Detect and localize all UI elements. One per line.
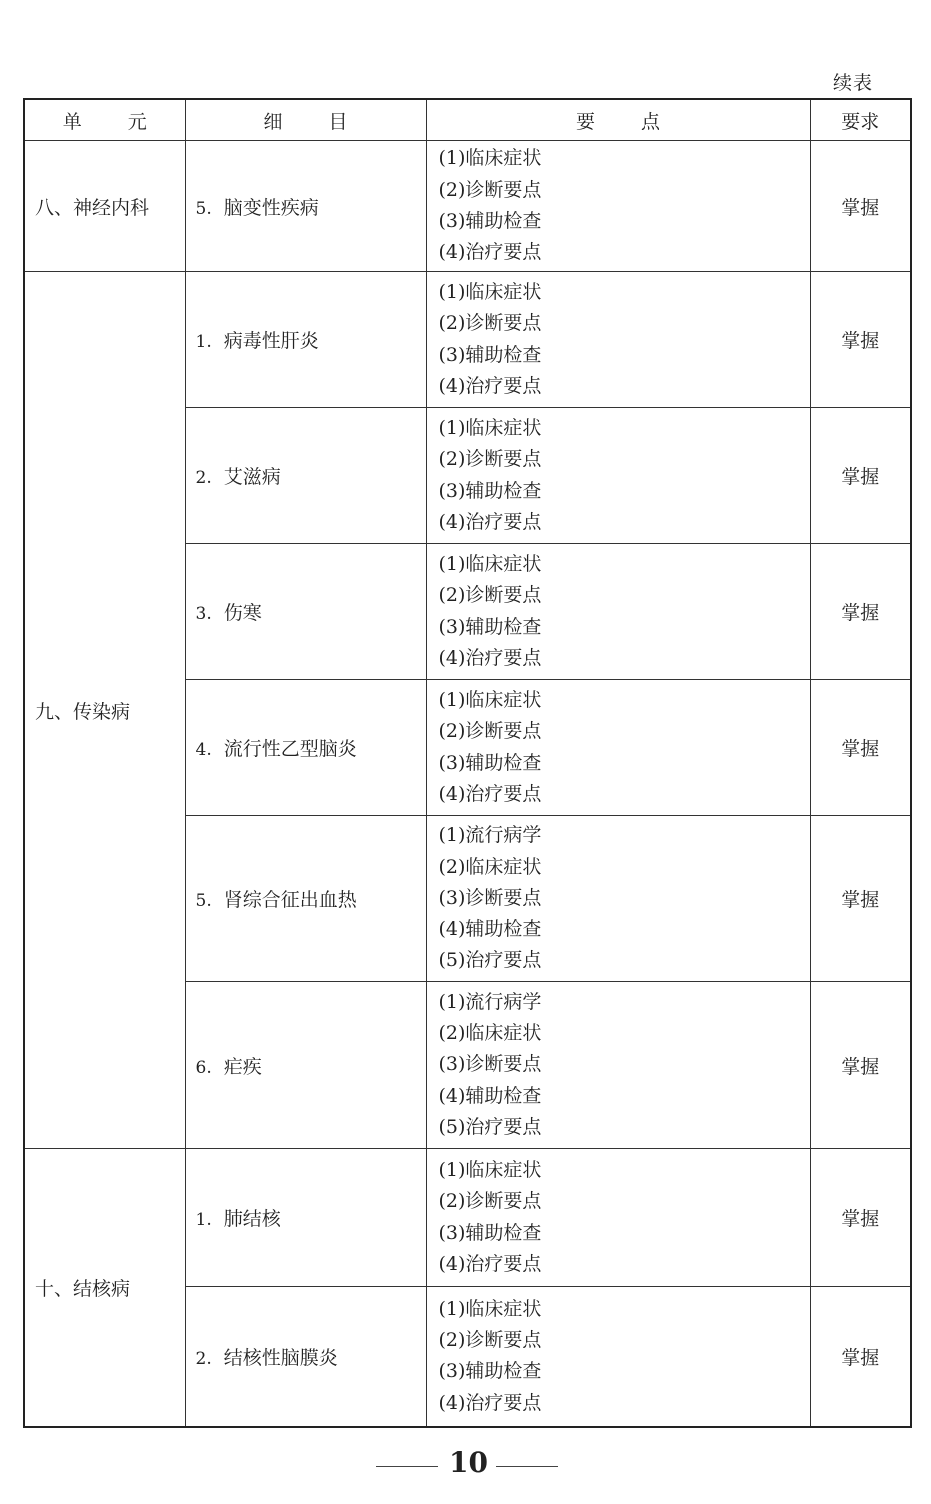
item-number: 3.: [195, 604, 212, 624]
point-item: (3)辅助检查: [438, 751, 542, 774]
point-item: (1)流行病学: [438, 990, 542, 1013]
header-points-char-1: 要: [575, 110, 595, 133]
point-item: (2)临床症状: [438, 855, 542, 878]
item-cell: [185, 408, 426, 544]
item-cell: [185, 544, 426, 680]
header-points-char-2: 点: [641, 110, 661, 133]
header-item: [185, 99, 426, 141]
requirement-cell: 掌握: [810, 544, 911, 680]
item-number: 2.: [195, 1348, 212, 1369]
item-cell: [185, 272, 426, 408]
point-item: (2)诊断要点: [438, 448, 542, 471]
point-item: (1)流行病学: [438, 824, 542, 847]
item-number: 1.: [195, 332, 212, 352]
point-item: (4)治疗要点: [438, 374, 542, 397]
points-cell: [426, 1287, 810, 1427]
requirement-cell: 掌握: [810, 1149, 911, 1287]
item-label: 脑变性疾病: [223, 196, 319, 219]
item-number: 1.: [195, 1210, 212, 1230]
point-item: (5)治疗要点: [438, 1115, 542, 1138]
requirement-cell: 掌握: [810, 1287, 911, 1427]
point-item: (2)诊断要点: [438, 584, 542, 607]
header-item-char-2: 目: [328, 110, 348, 133]
header-item-char-1: 细: [263, 110, 283, 133]
point-item: (3)辅助检查: [438, 479, 542, 502]
point-item: (1)临床症状: [438, 688, 542, 711]
point-item: (1)临床症状: [438, 416, 542, 439]
item-number: 6.: [195, 1057, 212, 1078]
item-label: 病毒性肝炎: [223, 330, 319, 352]
point-item: (2)诊断要点: [438, 178, 542, 201]
item-label: 疟疾: [223, 1055, 262, 1078]
item-number: 5.: [195, 198, 212, 219]
point-item: (2)诊断要点: [438, 1328, 542, 1351]
point-item: (4)治疗要点: [438, 1252, 542, 1275]
point-item: (3)诊断要点: [438, 886, 542, 909]
item-cell: [185, 816, 426, 982]
points-cell: [426, 408, 810, 544]
points-cell: [426, 1149, 810, 1287]
header-unit-char-2: 元: [127, 110, 147, 133]
item-cell: [185, 1287, 426, 1427]
points-cell: [426, 272, 810, 408]
page-number: 10: [449, 1446, 488, 1479]
requirement-cell: 掌握: [810, 816, 911, 982]
item-label: 艾滋病: [223, 466, 281, 488]
point-item: (3)辅助检查: [438, 210, 542, 232]
unit-cell: 九、传染病: [24, 272, 185, 1149]
item-label: 肺结核: [223, 1208, 281, 1230]
point-item: (3)辅助检查: [438, 1221, 542, 1244]
points-cell: [426, 982, 810, 1149]
table-row: [24, 272, 911, 408]
point-item: (4)治疗要点: [438, 782, 542, 805]
requirement-cell: 掌握: [810, 680, 911, 816]
item-label: 结核性脑膜炎: [223, 1346, 338, 1369]
point-item: (2)诊断要点: [438, 312, 542, 335]
point-item: (1)临床症状: [438, 280, 542, 303]
points-cell: [426, 680, 810, 816]
point-item: (4)治疗要点: [438, 646, 542, 669]
continued-label: 续表: [833, 72, 874, 94]
header-requirement: 要求: [810, 99, 911, 141]
table-header-row: [24, 99, 911, 141]
point-item: (4)治疗要点: [438, 1391, 542, 1414]
point-item: (3)辅助检查: [438, 615, 542, 638]
item-label: 肾综合征出血热: [223, 889, 357, 911]
point-item: (4)辅助检查: [438, 1084, 542, 1107]
item-number: 5.: [195, 891, 212, 911]
table-row: [24, 1149, 911, 1287]
point-item: (2)诊断要点: [438, 720, 542, 743]
item-cell: [185, 680, 426, 816]
requirement-cell: 掌握: [810, 408, 911, 544]
requirement-cell: 掌握: [810, 272, 911, 408]
point-item: (2)诊断要点: [438, 1190, 542, 1213]
item-cell: [185, 1149, 426, 1287]
point-item: (3)诊断要点: [438, 1053, 542, 1076]
point-item: (3)辅助检查: [438, 1360, 542, 1383]
item-label: 流行性乙型脑炎: [223, 738, 357, 760]
point-item: (4)治疗要点: [438, 241, 542, 264]
requirement-cell: 掌握: [810, 141, 911, 272]
point-item: (1)临床症状: [438, 147, 542, 170]
footer-rule-right: [496, 1466, 558, 1467]
points-cell: [426, 141, 810, 272]
header-unit-char-1: 单: [62, 110, 82, 133]
point-item: (1)临床症状: [438, 1158, 542, 1181]
points-cell: [426, 544, 810, 680]
point-item: (1)临床症状: [438, 552, 542, 575]
header-points: [426, 99, 810, 141]
unit-cell: 八、神经内科: [24, 141, 185, 272]
footer-rule-left: [376, 1466, 438, 1467]
item-number: 2.: [195, 468, 212, 488]
points-cell: [426, 816, 810, 982]
requirement-cell: 掌握: [810, 982, 911, 1149]
point-item: (1)临床症状: [438, 1297, 542, 1320]
item-number: 4.: [195, 740, 212, 760]
unit-cell: 十、结核病: [24, 1149, 185, 1427]
item-label: 伤寒: [223, 602, 262, 624]
point-item: (4)治疗要点: [438, 510, 542, 533]
item-cell: [185, 141, 426, 272]
item-cell: [185, 982, 426, 1149]
point-item: (2)临床症状: [438, 1022, 542, 1045]
point-item: (3)辅助检查: [438, 343, 542, 366]
syllabus-table: [23, 98, 912, 1428]
header-unit: [24, 99, 185, 141]
table-row: [24, 141, 911, 272]
point-item: (4)辅助检查: [438, 918, 542, 941]
point-item: (5)治疗要点: [438, 949, 542, 972]
